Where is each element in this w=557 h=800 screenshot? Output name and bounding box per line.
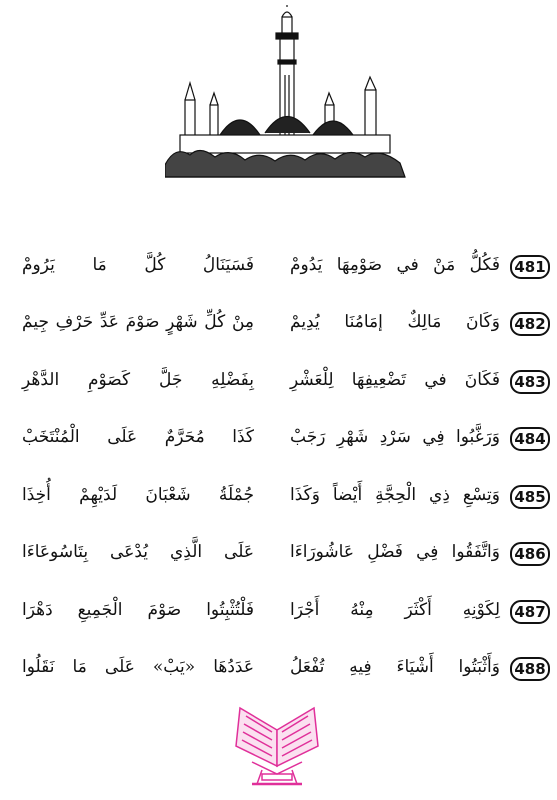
verse-first-hemistich: وَرَغَّبُوا فِي سَرْدِ شَهْرِ رَجَبْ xyxy=(290,427,500,447)
verse-second-hemistich: عَلَى الَّذِي يُدْعَى بِتَاسُوعَاءَا xyxy=(22,542,254,562)
verse-second-hemistich: كَذَا مُحَرَّمٌ عَلَى الْمُنْتَخَبْ xyxy=(22,427,254,447)
verse-row xyxy=(0,360,557,400)
verse-first-hemistich: لِكَوْنِهِ أَكْثَرَ مِنْهُ أَجْرَا xyxy=(290,600,500,620)
verse-number-badge: 483 xyxy=(510,370,550,394)
verse-first-hemistich: وَتِسْعِ ذِي الْحِجَّةِ أَيْضاً وَكَذَا xyxy=(290,485,500,505)
verse-row xyxy=(0,417,557,457)
verse-second-hemistich: فَسَيَنَالُ كُلَّ مَا يَرُومْ xyxy=(22,255,254,275)
verse-second-hemistich: فَلْتُثْبِتُوا صَوْمَ الْجَمِيعِ دَهْرَا xyxy=(22,600,254,620)
verse-number-badge: 485 xyxy=(510,485,550,509)
open-book-icon xyxy=(232,700,322,790)
verse-row xyxy=(0,647,557,687)
verse-first-hemistich: وَكَانَ مَالِكٌ إمَامُنَا يُدِيمْ xyxy=(290,312,500,332)
verse-row xyxy=(0,245,557,285)
verse-number-badge: 487 xyxy=(510,600,550,624)
verse-number-badge: 486 xyxy=(510,542,550,566)
verse-row xyxy=(0,475,557,515)
verse-number-badge: 481 xyxy=(510,255,550,279)
verse-first-hemistich: فَكَانَ في تَضْعِيفِهَا لِلْعَشْرِ xyxy=(290,370,500,390)
verse-second-hemistich: عَدَدُهَا «يَبْ» عَلَى مَا نَقَلُوا xyxy=(22,657,254,677)
verse-row xyxy=(0,590,557,630)
verse-number-badge: 484 xyxy=(510,427,550,451)
verse-second-hemistich: جُمْلَةُ شَعْبَانَ لَدَيْهِمْ أُخِذَا xyxy=(22,485,254,505)
verse-first-hemistich: وَأَثْبَتُوا أَشْيَاءَ فِيهِ تُفْعَلُ xyxy=(290,657,500,677)
verse-second-hemistich: مِنْ كُلِّ شَهْرٍ صَوْمَ عَدِّ حَرْفِ جِيمْ xyxy=(22,312,254,332)
mosque-illustration xyxy=(165,5,410,185)
verse-first-hemistich: وَاتَّفَقُوا فِي فَضْلِ عَاشُورَاءَا xyxy=(290,542,500,562)
verse-number-badge: 488 xyxy=(510,657,550,681)
verse-row xyxy=(0,302,557,342)
verse-second-hemistich: بِفَضْلِهِ جَلَّ كَصَوْمِ الدَّهْرِ xyxy=(22,370,254,390)
verse-number-badge: 482 xyxy=(510,312,550,336)
verse-row xyxy=(0,532,557,572)
verse-first-hemistich: فَكُلُّ مَنْ في صَوْمِهَا يَدُومْ xyxy=(290,255,500,275)
